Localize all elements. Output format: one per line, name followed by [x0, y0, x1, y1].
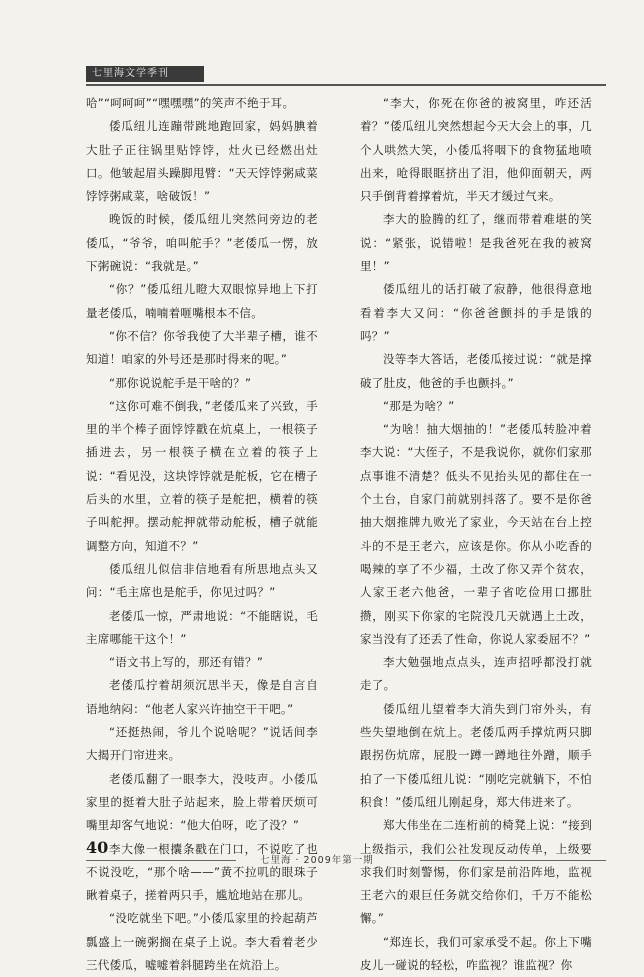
paragraph: “你不信？你爷我使了大半辈子槽，谁不知道！咱家的外号还是那时得来的呢。” [86, 328, 318, 367]
paragraph: 李大像一根攮条戳在门口，不说吃了也不说没吃，“那个啥——”黄不拉叽的眼珠子瞅着桌子，搓着两只手，尴尬地站在那儿。 [86, 841, 318, 903]
right-column [360, 92, 592, 977]
paragraph: “这你可难不倒我，”老倭瓜来了兴致，手里的半个棒子面饽饽戳在炕桌上，一根筷子插进去，另一根筷子横在立着的筷子上说：“看见没，这块饽饽就是舵板，它在槽子后头的水里，立着的筷子是舵把，横着的筷子叫舵押。摆动舵押就带动舵板，槽子就能调整方向，知道不？” [86, 398, 318, 553]
paragraph: 倭瓜纽儿的话打破了寂静，他很得意地看着李大又问：“你爸爸颤抖的手是饿的吗？” [360, 282, 592, 343]
paragraph: 郑大伟坐在二连桁前的椅凳上说：“接到上级指示，我们公社发现反动传单，上级要求我们时刻警惕，你们家是前沿阵地，监视王老六的艰巨任务就交给你们，千万不能松懈。” [360, 818, 592, 926]
paragraph: “还挺热闹，爷儿个说啥呢？”说话间李大揭开门帘进来。 [86, 725, 318, 763]
footer-rule-right [420, 860, 606, 861]
paragraph: “那是为啥？” [383, 398, 455, 413]
paragraph: “没吃就坐下吧。”小倭瓜家里的拎起葫芦瓢盛上一碗粥搁在桌子上说。李大看着老少三代倭瓜，嘘嘘着斜腿跨坐在炕沿上。 [86, 911, 318, 972]
footer-rule-left [86, 860, 236, 861]
paragraph: 哈”“呵呵呵”“嘿嘿嘿”的笑声不绝于耳。 [86, 96, 295, 110]
paragraph: 晚饭的时候，倭瓜纽儿突然问旁边的老倭瓜，“爷爷，咱叫舵手？”老倭瓜一愣，放下粥碗说：“我就是。” [86, 212, 318, 274]
paragraph: 倭瓜纽儿望着李大消失到门帘外头，有些失望地倒在炕上。老倭瓜两手撑炕两只脚跟拐伤炕席，屁股一蹲一蹲地往外蹭，顺手拍了一下倭瓜纽儿说：“刚吃完就躺下，不怕积食！”倭瓜纽儿刚起身，郑大伟进来了。 [360, 701, 592, 809]
paragraph: “那你说说舵手是干啥的？” [109, 375, 252, 390]
paragraph: 老倭瓜一惊，严肃地说：“不能瞎说，毛主席哪能干这个！” [86, 608, 318, 646]
paragraph: “语文书上写的，那还有错？” [109, 655, 264, 670]
paragraph: “李大，你死在你爸的被窝里，咋还活着？”倭瓜纽儿突然想起今天大会上的事，几个人哄然大笑，小倭瓜将咽下的食物猛地喷出来，呛得眼眶挤出了泪，他仰面朝天，两只手倒背着撑着炕，半天才缓过气来。 [360, 96, 592, 204]
paragraph: 倭瓜纽儿连蹦带跳地跑回家，妈妈腆着大肚子正往锅里贴饽饽，灶火已经燃出灶口。他皱起眉头躁脚甩臂：“天天饽饽粥咸菜饽饽粥咸菜，啥破饭！” [86, 119, 318, 204]
paragraph: “你？”倭瓜纽儿瞪大双眼惊异地上下打量老倭瓜，喃喃着咂嘴根本不信。 [86, 282, 318, 320]
paragraph: 李大勉强地点点头，连声招呼都没打就走了。 [360, 655, 592, 693]
header-rule [86, 84, 606, 86]
page-number: 40 [86, 838, 109, 857]
paragraph: 老倭瓜翻了一眼李大，没吱声。小倭瓜家里的挺着大肚子站起来，脸上带着厌烦可嘴里却客气地说：“他大伯呀，吃了没？” [86, 771, 318, 833]
paragraph: 老倭瓜拧着胡须沉思半天，像是自言自语地纳闷：“他老人家兴许抽空干干吧。” [86, 678, 318, 716]
paragraph: 倭瓜纽儿似信非信地看有所思地点头又问：“毛主席也是舵手，你见过吗？” [86, 561, 318, 600]
paragraph: 李大的脸腾的红了，继而带着难堪的笑说：“紧张，说错啦！是我爸死在我的被窝里！” [360, 212, 592, 274]
footer-journal: 七里海 · 2009年第一期 [260, 855, 374, 866]
journal-header-tag: 七里海文学季刊 [86, 66, 204, 82]
paragraph: 没等李大答话，老倭瓜接过说：“就是撑破了肚皮，他爸的手也颤抖。” [360, 352, 592, 390]
left-column [86, 92, 318, 977]
paragraph: “为啥！抽大烟抽的！”老倭瓜转脸冲着李大说：“大侄子，不是我说你，就你们家那点事谁不清楚？低头不见抬头见的都住在一个土台，自家门前就别抖落了。要不是你爸抽大烟推牌九败光了家业，今天站在台上控斗的不是王老六，应该是你。你从小吃香的喝辣的享了不少福，土改了你又弄个贫农，人家王老六他爸，一辈子省吃俭用口挪肚攒，刚买下你家的宅院没几天就遇上土改，家当没有了还丢了性命，你说人家委屈不？” [360, 422, 592, 646]
paragraph: “郑连长，我们可家承受不起。你上下嘴皮儿一碰说的轻松，咋监视？谁监视？你 [360, 934, 592, 972]
